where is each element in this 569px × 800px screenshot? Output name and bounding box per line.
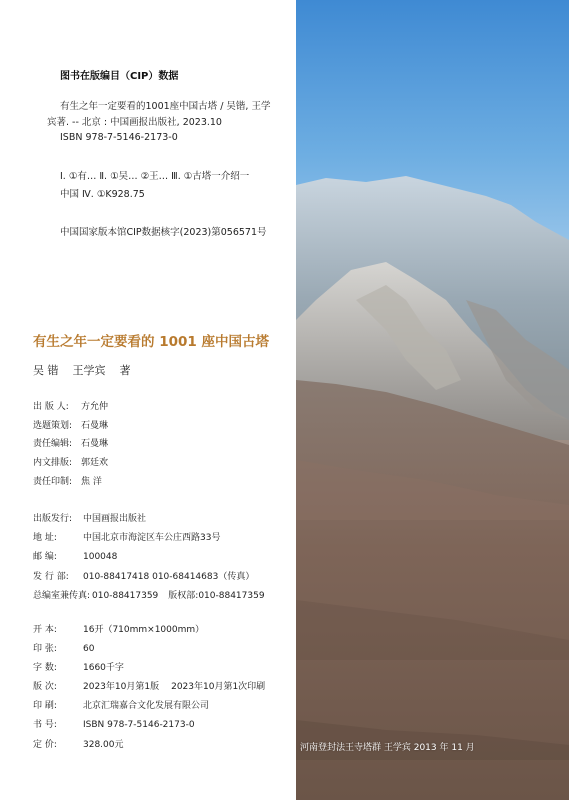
staff-row: 选题策划: 石曼琳 [33,420,109,431]
author-2: 王学宾 [72,364,106,377]
print-specs [33,622,265,756]
cip-line-4: Ⅰ. ①有… Ⅱ. ①吴… ②王… Ⅲ. ①古塔一介绍一 [60,171,250,182]
cip-record-number: 中国国家版本馆CIP数据核字(2023)第056571号 [60,227,267,238]
spec-row: 开 本: 16开（710mm×1000mm） [33,625,205,635]
spec-row: 定 价: 328.00元 [33,739,124,750]
staff-list [33,399,108,492]
mountain-illustration [296,0,569,800]
spec-row: 字 数: 1660千字 [33,663,124,674]
staff-row: 责任印制: 焦 洋 [33,476,102,487]
photo-caption: 河南登封法王寺塔群 王学宾 2013 年 11 月 [300,743,475,753]
issuer-row: 出版发行: 中国画报出版社 [33,514,147,524]
office-row: 总编室兼传真: 010-88417359 版权部:010-88417359 [33,590,265,601]
book-title: 有生之年一定要看的 1001 座中国古塔 [33,334,269,350]
publishing-info [33,511,265,607]
address-row: 地 址: 中国北京市海淀区车公庄西路33号 [33,533,221,544]
mountain-photo [296,0,569,800]
cip-line-2: 宾著. -- 北京 : 中国画报出版社, 2023.10 [47,117,222,128]
authors [33,362,145,378]
cip-heading: 图书在版编目（CIP）数据 [60,71,179,82]
cip-line-1: 有生之年一定要看的1001座中国古塔 / 吴锴, 王学 [60,101,271,112]
staff-row: 内文排版: 郭廷欢 [33,458,109,469]
cip-line-5: 中国 Ⅳ. ①K928.75 [60,189,145,200]
spec-row: 版 次: 2023年10月第1版 2023年10月第1次印刷 [33,682,266,693]
spec-row: 印 刷: 北京汇瑞嘉合文化发展有限公司 [33,701,210,712]
author-role: 著 [119,364,131,377]
spec-row: 印 张: 60 [33,644,95,655]
spec-row: 书 号: ISBN 978-7-5146-2173-0 [33,720,195,731]
staff-row: 责任编辑: 石曼琳 [33,439,109,450]
author-1: 吴 锴 [33,364,59,377]
cip-isbn: ISBN 978-7-5146-2173-0 [60,132,178,143]
staff-row: 出 版 人: 方允仲 [33,402,109,412]
postcode-row: 邮 编: 100048 [33,552,118,563]
sales-row: 发 行 部: 010-88417418 010-68414683（传真） [33,571,255,582]
